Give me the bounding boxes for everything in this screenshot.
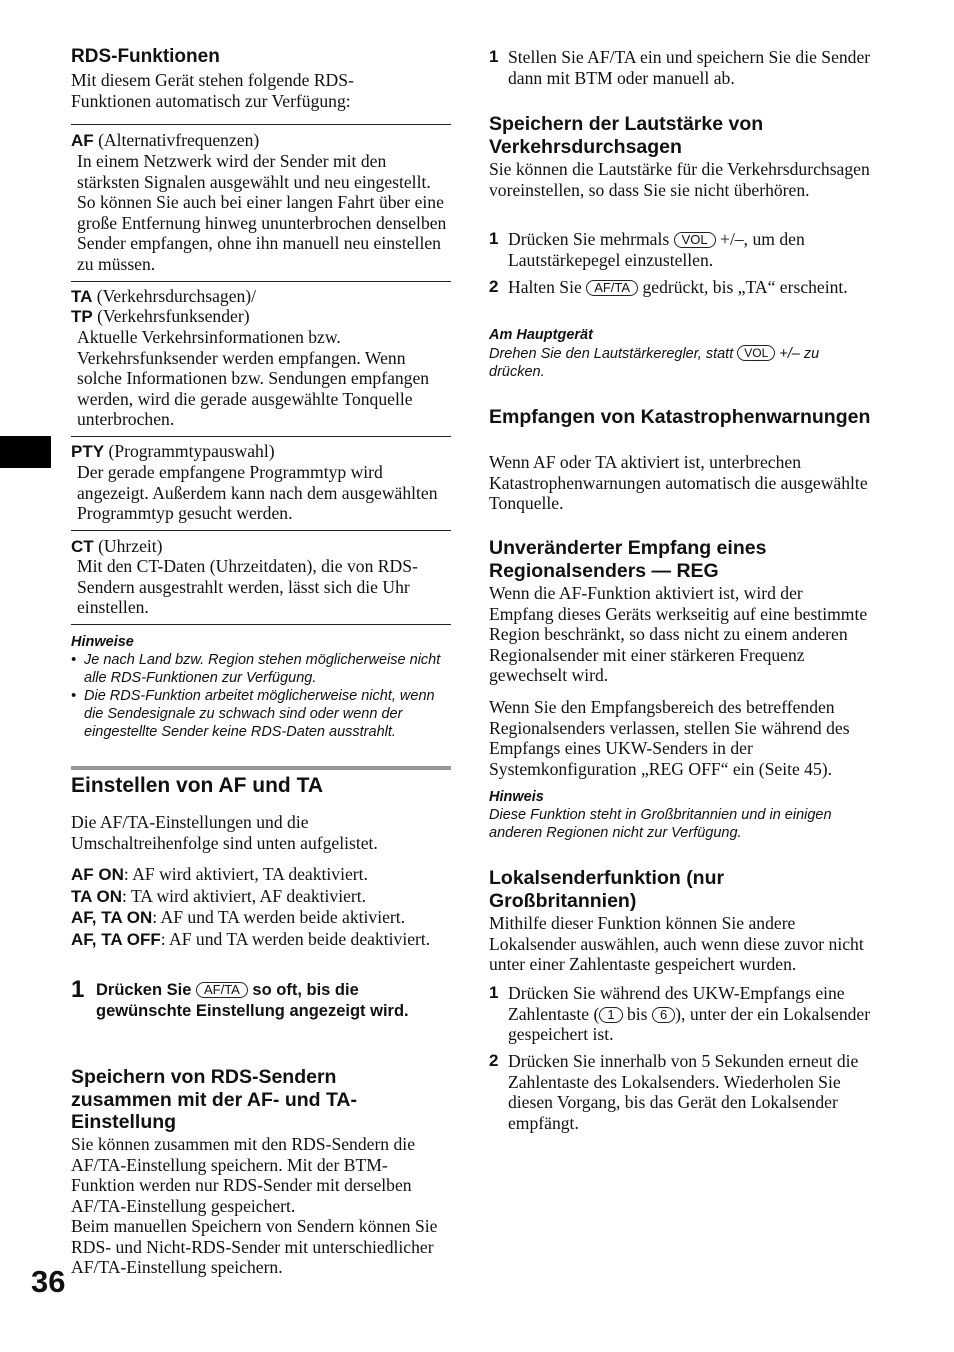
reg-para-2: Wenn Sie den Empfangsbereich des betreffenden Regionalsenders verlassen, stellen Sie während des Empfangs eines UKW-Senders in der Systemkonfiguration „REG OFF“ ein (Seite 45).	[489, 697, 850, 779]
step-number: 1	[489, 47, 499, 66]
volume-step-2	[489, 277, 871, 298]
af-ta-step	[71, 976, 451, 1021]
step-text: Stellen Sie AF/TA ein und speichern Sie die Sender dann mit BTM oder manuell ab.	[508, 47, 871, 88]
local-intro: Mithilfe dieser Funktion können Sie andere Lokalsender auswählen, auch wenn diese zuvor nicht unter einer Zahlentaste gespeichert wurden.	[489, 913, 864, 974]
vol-button[interactable]: VOL	[737, 345, 775, 361]
af-ta-button[interactable]: AF/TA	[586, 280, 638, 296]
section-divider	[71, 766, 451, 770]
preset-1-button[interactable]: 1	[599, 1007, 622, 1023]
step-post: gedrückt, bis „TA“ erscheint.	[638, 277, 848, 297]
list-item	[71, 687, 451, 741]
store-rds-heading: Speichern von RDS-Sendern zusammen mit der AF- und TA-Einstellung	[71, 1066, 358, 1133]
divider	[71, 436, 451, 437]
step-pre: Drücken Sie	[96, 981, 196, 999]
step-pre: Drücken Sie mehrmals	[508, 229, 674, 249]
step-number: 2	[489, 277, 499, 296]
step-number: 2	[489, 1051, 499, 1070]
option-term: AF, TA ON	[71, 908, 153, 927]
reg-para-1: Wenn die AF-Funktion aktiviert ist, wird der Empfang dieses Geräts werkseitig auf eine bestimmte Region beschränkt, so dass nicht zu einem anderen Regionalsender mit einer stärkeren Frequenz gewechselt wird.	[489, 583, 868, 685]
step-text: Drücken Sie innerhalb von 5 Sekunden erneut die Zahlentaste des Lokalsenders. Wiederholen Sie diesen Vorgang, bis das Gerät den Lokalsender empfängt.	[508, 1051, 859, 1133]
volume-heading: Speichern der Lautstärke von Verkehrsdurchsagen	[489, 113, 764, 158]
pty-term-line	[71, 441, 275, 463]
emergency-para: Wenn AF oder TA aktiviert ist, unterbrechen Katastrophenwarnungen automatisch die ausgewählte Tonquelle.	[489, 452, 868, 513]
af-ta-intro: Die AF/TA-Einstellungen und die Umschaltreihenfolge sind unten aufgelistet.	[71, 812, 378, 853]
step-pre: Drücken Sie während des UKW-Empfangs eine Zahlentaste (	[508, 983, 845, 1024]
ct-term-line	[71, 536, 163, 558]
preset-6-button[interactable]: 6	[652, 1007, 675, 1023]
volume-step-1	[489, 229, 871, 270]
af-term-paren: (Alternativfrequenzen)	[93, 130, 260, 150]
rds-notes-heading: Hinweise	[71, 634, 134, 650]
bullet-icon: •	[71, 688, 77, 704]
local-heading: Lokalsenderfunktion (nur Großbritannien)	[489, 867, 725, 912]
af-term-line	[71, 130, 259, 152]
divider	[71, 124, 451, 125]
step-text	[508, 277, 871, 298]
step-text	[508, 229, 871, 270]
option-desc: : AF und TA werden beide aktiviert.	[152, 907, 406, 927]
option-desc: : TA wird aktiviert, AF deaktiviert.	[122, 885, 367, 906]
reg-heading: Unveränderter Empfang eines Regionalsenders — REG	[489, 537, 767, 582]
store-rds-step	[489, 47, 871, 88]
option-desc: : AF und TA werden beide deaktiviert.	[160, 928, 431, 949]
volume-intro: Sie können die Lautstärke für die Verkehrsdurchsagen voreinstellen, so dass Sie sie nicht überhören.	[489, 159, 870, 200]
step-text	[96, 980, 451, 1021]
tp-term-line	[71, 306, 250, 328]
step-post: so oft, bis die gewünschte Einstellung angezeigt wird.	[96, 981, 409, 1020]
af-ta-button[interactable]: AF/TA	[196, 982, 248, 998]
reg-note-heading: Hinweis	[489, 789, 544, 805]
ct-desc: Mit den CT-Daten (Uhrzeitdaten), die von RDS-Sendern ausgestrahlt werden, lässt sich die Uhr einstellen.	[77, 556, 418, 617]
ct-term-paren: (Uhrzeit)	[93, 536, 163, 556]
af-ta-options	[71, 864, 451, 950]
step-number: 1	[489, 983, 499, 1002]
pty-term-paren: (Programmtypauswahl)	[104, 441, 275, 461]
store-rds-para2: Beim manuellen Speichern von Sendern können Sie RDS- und Nicht-RDS-Sender mit unterschiedlicher AF/TA-Einstellung speichern.	[71, 1216, 438, 1277]
ta-term: TA	[71, 287, 93, 306]
emergency-heading: Empfangen von Katastrophenwarnungen	[489, 406, 871, 428]
divider	[71, 624, 451, 625]
pty-term: PTY	[71, 442, 105, 461]
vol-button[interactable]: VOL	[674, 232, 716, 248]
af-ta-heading: Einstellen von AF und TA	[71, 774, 323, 797]
pty-desc: Der gerade empfangene Programmtyp wird angezeigt. Außerdem kann nach dem ausgewählten Programmtyp gesucht werden.	[77, 462, 438, 523]
volume-note-heading: Am Hauptgerät	[489, 327, 593, 343]
page-number: 36	[31, 1264, 66, 1299]
af-term: AF	[71, 131, 94, 150]
step-post: +/–, um den Lautstärkepegel einzustellen.	[508, 229, 805, 270]
rds-heading: RDS-Funktionen	[71, 46, 220, 67]
note-text: Je nach Land bzw. Region stehen möglicherweise nicht alle RDS-Funktionen zur Verfügung.	[84, 652, 441, 686]
divider	[71, 281, 451, 282]
rds-intro: Mit diesem Gerät stehen folgende RDS-Funktionen automatisch zur Verfügung:	[71, 70, 354, 111]
ta-term-line	[71, 286, 256, 308]
store-rds-para: Sie können zusammen mit den RDS-Sendern die AF/TA-Einstellung speichern. Mit der BTM-Funktion werden nur RDS-Sender mit derselben AF/TA-Einstellung gespeichert.	[71, 1134, 415, 1216]
step-number: 1	[71, 976, 85, 1003]
note-pre: Drehen Sie den Lautstärkeregler, statt	[489, 346, 738, 362]
step-pre: Halten Sie	[508, 277, 587, 297]
list-item	[71, 651, 451, 687]
option-desc: : AF wird aktiviert, TA deaktiviert.	[123, 864, 368, 884]
option-line	[71, 929, 451, 951]
bullet-icon: •	[71, 652, 77, 668]
tp-term: TP	[71, 307, 93, 326]
option-line	[71, 886, 451, 908]
local-step-1	[489, 983, 871, 1045]
ct-term: CT	[71, 537, 94, 556]
step-mid: bis	[622, 1003, 652, 1024]
ta-term-paren: (Verkehrsdurchsagen)/	[92, 286, 257, 306]
step-number: 1	[489, 229, 499, 248]
local-step-2	[489, 1051, 871, 1133]
option-term: AF, TA OFF	[71, 929, 161, 949]
step-post: ), unter der ein Lokalsender gespeichert ist.	[508, 1003, 871, 1044]
option-term: AF ON	[71, 865, 124, 884]
tp-term-paren: (Verkehrsfunksender)	[92, 306, 250, 326]
volume-note	[489, 345, 871, 381]
option-line	[71, 864, 451, 886]
option-line	[71, 907, 451, 929]
reg-note: Diese Funktion steht in Großbritannien und in einigen anderen Regionen nicht zur Verfügung.	[489, 807, 832, 841]
divider	[71, 530, 451, 531]
option-term: TA ON	[71, 886, 122, 906]
note-post: +/– zu drücken.	[489, 346, 820, 380]
section-tab-marker	[0, 436, 51, 468]
note-text: Die RDS-Funktion arbeitet möglicherweise nicht, wenn die Sendesignale zu schwach sind oder wenn der eingestellte Sender keine RDS-Daten ausstrahlt.	[84, 688, 435, 740]
af-desc: In einem Netzwerk wird der Sender mit den stärksten Signalen ausgewählt und neu eingestellt. So können Sie auch bei einer langen Fahrt über eine große Entfernung hinweg ununterbrochen denselben Sender empfangen, ohne ihn manuell neu einstellen zu müssen.	[77, 151, 447, 274]
ta-tp-desc: Aktuelle Verkehrsinformationen bzw. Verkehrsfunksender werden empfangen. Wenn solche Informationen bzw. Sendungen empfangen werden, wird die gerade ausgewählte Tonquelle unterbrochen.	[77, 327, 430, 429]
step-text	[508, 983, 871, 1045]
